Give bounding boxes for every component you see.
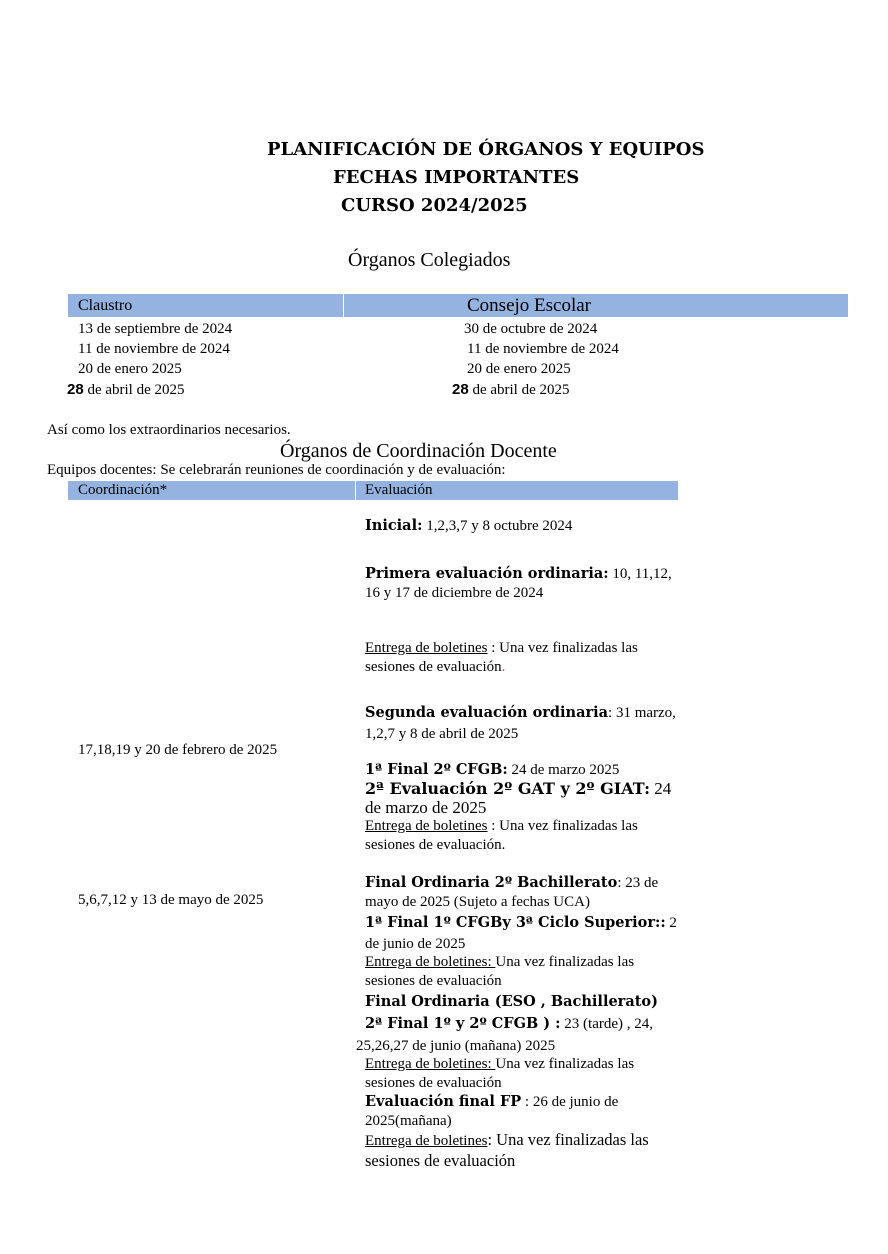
consejo-month: de abril de 2025: [472, 382, 570, 398]
coordinacion-intro: Equipos docentes: Se celebrarán reuniones de coordinación y de evaluación:: [47, 462, 506, 478]
consejo-date: [452, 381, 570, 399]
eval-final-1cfgb-label: 1ª Final 1º CFGBy 3ª Ciclo Superior::: [365, 914, 666, 931]
consejo-day: 28: [452, 381, 469, 398]
consejo-date: 20 de enero 2025: [467, 361, 571, 377]
eval-final-fp: [365, 1092, 685, 1131]
boletines-text: : Una vez finalizadas las sesiones de evaluación.: [365, 818, 638, 853]
eval-final-2cfgb-label: 1ª Final 2º CFGB:: [365, 761, 508, 778]
eval-final-12cfgb-dates: 25,26,27 de junio (mañana) 2025: [356, 1038, 556, 1054]
eval-final-2bach-text: : 23 de mayo de 2025 (Sujeto a fechas UCA): [365, 875, 659, 910]
eval-boletines-3: [365, 953, 685, 991]
eval-2gat: [365, 779, 685, 817]
eval-final-12cfgb-label: 2ª Final 1º y 2º CFGB ) :: [365, 1015, 561, 1032]
boletines-text: Una vez finalizadas las sesiones de evaluación: [365, 1056, 635, 1091]
column-header-evaluacion: Evaluación: [365, 482, 433, 498]
eval-final-12cfgb: [365, 1015, 653, 1033]
eval-boletines-5: [365, 1130, 685, 1171]
boletines-label: Entrega de boletines:: [365, 1056, 496, 1072]
eval-primera: [365, 564, 685, 603]
boletines-text: : Una vez finalizadas las sesiones de evaluación: [365, 640, 638, 675]
boletines-dot: .: [501, 659, 506, 675]
extraordinarios-note: Así como los extraordinarios necesarios.: [47, 422, 291, 438]
boletines-text: Una vez finalizadas las sesiones de evaluación: [365, 954, 635, 989]
eval-final-1cfgb-text: 2 de junio de 2025: [365, 915, 677, 952]
eval-2gat-label: 2ª Evaluación 2º GAT y 2º GIAT:: [365, 779, 651, 798]
eval-final-fp-label: Evaluación final FP: [365, 1093, 522, 1110]
column-header-claustro: Claustro: [78, 297, 133, 314]
eval-inicial: [365, 517, 572, 535]
claustro-date: 13 de septiembre de 2024: [78, 321, 233, 337]
coordinacion-date: 17,18,19 y 20 de febrero de 2025: [78, 742, 278, 758]
claustro-day: 28: [67, 381, 84, 398]
eval-boletines-2: [365, 817, 685, 855]
boletines-label: Entrega de boletines: [365, 640, 488, 656]
header-cell-evaluacion: [356, 481, 678, 500]
consejo-date: 11 de noviembre de 2024: [467, 341, 619, 357]
column-header-consejo: Consejo Escolar: [467, 295, 592, 316]
eval-final-2bach-label: Final Ordinaria 2º Bachillerato: [365, 874, 618, 891]
boletines-label: Entrega de boletines:: [365, 954, 496, 970]
eval-final-2cfgb: [365, 761, 619, 779]
eval-final-2bach: [365, 873, 685, 912]
claustro-date: 20 de enero 2025: [78, 361, 182, 377]
section-title-colegiados: Órganos Colegiados: [348, 249, 511, 271]
boletines-text: : Una vez finalizadas las sesiones de evaluación: [365, 1130, 649, 1170]
eval-final-fp-text: : 26 de junio de 2025(mañana): [365, 1094, 619, 1129]
claustro-date: 11 de noviembre de 2024: [78, 341, 230, 357]
eval-inicial-label: Inicial:: [365, 517, 423, 534]
eval-primera-text: 10, 11,12, 16 y 17 de diciembre de 2024: [365, 566, 672, 601]
eval-segunda-label: Segunda evaluación ordinaria: [365, 704, 609, 721]
eval-inicial-text: 1,2,3,7 y 8 octubre 2024: [422, 518, 573, 534]
section-title-coordinacion: Órganos de Coordinación Docente: [280, 440, 557, 462]
eval-final-ordinaria-label: Final Ordinaria (ESO , Bachillerato): [365, 993, 658, 1010]
eval-segunda-text: : 31 marzo, 1,2,7 y 8 de abril de 2025: [365, 705, 676, 742]
eval-boletines-4: [365, 1055, 685, 1093]
eval-primera-label: Primera evaluación ordinaria:: [365, 565, 609, 582]
header-cell-coordinacion: [68, 481, 355, 500]
consejo-date: 30 de octubre de 2024: [464, 321, 598, 337]
eval-final-12cfgb-text: 23 (tarde) , 24,: [560, 1016, 653, 1032]
eval-final-1cfgb: [365, 912, 685, 955]
title-line-2: FECHAS IMPORTANTES: [333, 167, 580, 188]
title-line-1: PLANIFICACIÓN DE ÓRGANOS Y EQUIPOS: [267, 139, 705, 160]
eval-boletines-1: [365, 639, 685, 677]
claustro-date: [67, 381, 185, 399]
eval-2gat-text: 24 de marzo de 2025: [365, 779, 672, 817]
eval-final-2cfgb-text: 24 de marzo 2025: [507, 762, 620, 778]
title-line-3: CURSO 2024/2025: [341, 195, 528, 216]
boletines-label: Entrega de boletines: [365, 1133, 488, 1149]
column-header-coordinacion: Coordinación*: [78, 482, 168, 498]
header-cell-consejo: [344, 294, 848, 317]
boletines-label: Entrega de boletines: [365, 818, 488, 834]
coordinacion-date: 5,6,7,12 y 13 de mayo de 2025: [78, 892, 264, 908]
eval-segunda: [365, 702, 685, 745]
claustro-month: de abril de 2025: [87, 382, 185, 398]
eval-final-ordinaria: [365, 993, 658, 1011]
header-cell-claustro: [68, 294, 343, 317]
